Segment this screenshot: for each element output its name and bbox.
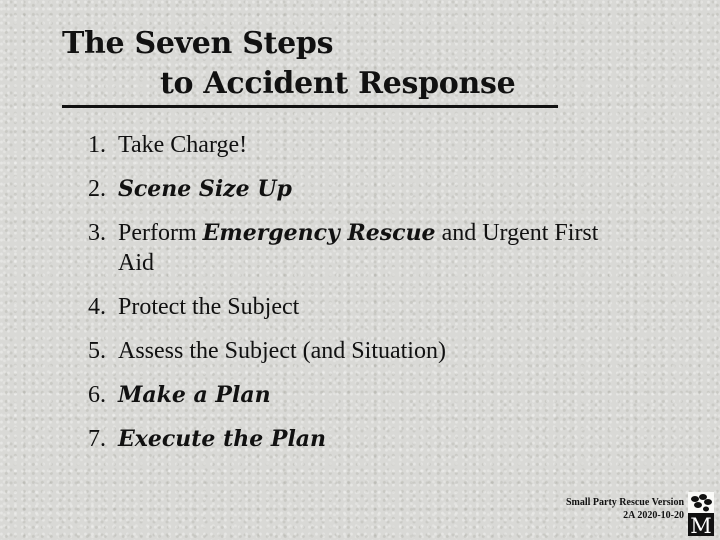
step-text-emphasis: Execute the Plan (118, 426, 327, 452)
mountaineers-logo-icon (688, 492, 714, 536)
version-footer (566, 496, 684, 522)
step-text-emphasis: Make a Plan (118, 382, 271, 408)
step-item-4 (88, 292, 608, 322)
step-item-3 (88, 218, 608, 278)
step-text-part: Take Charge! (118, 132, 248, 158)
step-text-part: and Urgent First Aid (118, 220, 599, 276)
step-number: 1. (88, 132, 106, 158)
step-text (118, 424, 608, 454)
step-number: 7. (88, 426, 106, 452)
step-number: 2. (88, 176, 106, 202)
step-text-part: Perform (118, 220, 203, 246)
step-text-emphasis: Scene Size Up (118, 176, 292, 202)
step-item-2 (88, 174, 608, 204)
step-text (118, 130, 608, 160)
step-item-5 (88, 336, 608, 366)
step-number: 5. (88, 338, 106, 364)
logo-letter: M (690, 514, 712, 536)
step-number: 4. (88, 294, 106, 320)
step-text (118, 174, 608, 204)
step-text (118, 380, 608, 410)
step-text (118, 218, 608, 278)
version-line-2: 2A 2020-10-20 (623, 510, 684, 521)
step-text-part: Protect the Subject (118, 294, 300, 320)
step-text-part: Assess the Subject (and Situation) (118, 338, 446, 364)
step-number: 3. (88, 220, 106, 246)
step-text (118, 336, 608, 366)
steps-list (88, 130, 608, 454)
step-number: 6. (88, 382, 106, 408)
title-line-1: The Seven Steps (62, 26, 334, 61)
step-item-1 (88, 130, 608, 160)
step-text-emphasis: Emergency Rescue (202, 220, 436, 246)
step-text (118, 292, 608, 322)
step-item-7 (88, 424, 608, 454)
slide-title (62, 24, 558, 108)
title-line-2: to Accident Response (62, 64, 558, 108)
step-item-6 (88, 380, 608, 410)
version-line-1: Small Party Rescue Version (565, 497, 684, 508)
